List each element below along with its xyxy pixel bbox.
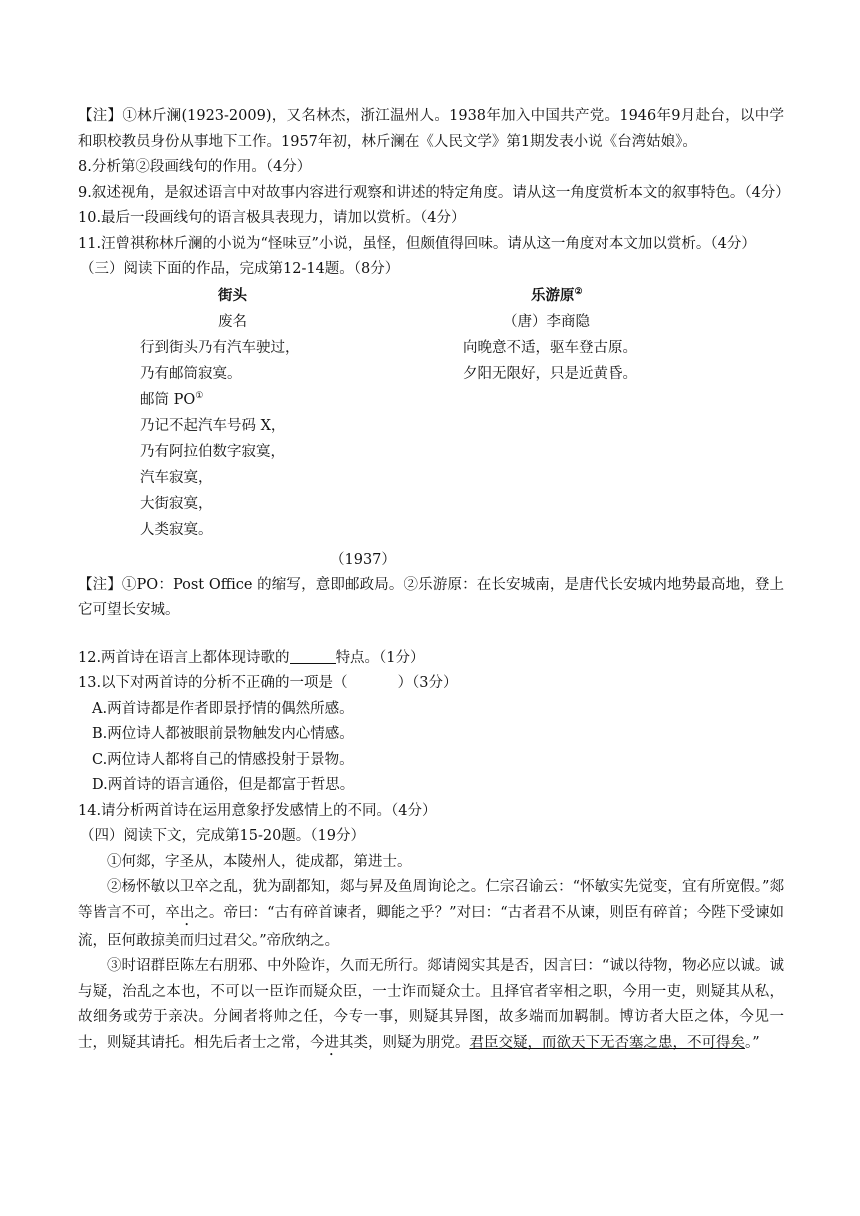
poem-year: （1937） [330, 551, 396, 568]
poem-line-text: 邮筒 PO [140, 391, 196, 408]
option-c: C.两位诗人都将自己的情感投射于景物。 [92, 751, 354, 768]
answer-blank[interactable] [290, 649, 336, 664]
question-12 [78, 646, 784, 672]
poem-line: 向晚意不适，驱车登古原。 [463, 339, 637, 356]
question-11: 11.汪曾祺称林斤澜的小说为“怪味豆”小说，虽怪，但颇值得回味。请从这一角度对本文加以赏析。（4分） [78, 235, 756, 252]
poem-line [140, 387, 440, 413]
poem-leyouyuan [463, 283, 763, 387]
paragraph-text: ③时诏群臣陈左右朋邪、中外险诈，久而无所行。郯请阅实其是否，因言曰：“诚以待物，物必应以诚。诚与疑，治乱之本也，不可以一臣诈而疑众臣，一士诈而疑众士。且择官者宰相之职，今用一吏，则疑其从私，故细务或劳于亲决。分阃者将帅之任，今专一事，则疑其异图，故多端而加羁制。博访者大臣之体，今见一士，则疑其请托。相先后者士之常，今 [78, 958, 784, 1051]
question-12-score: 特点。（1分） [335, 649, 425, 666]
paragraph-text: 其类，则疑为朋党。 [339, 1034, 470, 1051]
option-b: B.两位诗人都被眼前景物触发内心情感。 [92, 726, 354, 742]
poem-line: 乃有阿拉伯数字寂寞， [140, 443, 285, 460]
footnote-mark: ① [195, 390, 204, 401]
author-note: 【注】①林斤澜(1923-2009)，又名林杰，浙江温州人。1938年加入中国共产党。1946年9月赴台，以中学和职校教员身份从事地下工作。1957年初，林斤澜在《人民文学》第1期发表小说《台湾姑娘》。 [78, 108, 784, 150]
question-9: 9.叙述视角，是叙述语言中对故事内容进行观察和讲述的特定角度。请从这一角度赏析本文的叙事特色。（4分） [78, 184, 790, 201]
poem-line: 夕阳无限好，只是近黄昏。 [463, 365, 637, 382]
poem-line: 乃有邮筒寂寞。 [140, 365, 242, 382]
footnote-mark: ② [574, 286, 583, 297]
paragraph-text: 。” [745, 1034, 760, 1051]
question-13-text: 13.以下对两首诗的分析不正确的一项是（ [78, 675, 348, 691]
poem-author: （唐）李商隐 [503, 313, 590, 330]
underlined-sentence: 君臣交疑，而欲天下无否塞之患，不可得矣 [469, 1034, 745, 1051]
spacer [78, 624, 784, 646]
poem-author: 废名 [218, 313, 247, 330]
poems-block [78, 283, 784, 553]
passage-paragraph-1: ①何郯，字圣从，本陵州人，徙成都，第进士。 [107, 853, 412, 870]
paragraph-text: ②杨怀敏以卫卒之乱，犹为副都知，郯与昇及鱼周询论之。仁宗召谕云：“怀敏实先觉变，宜有所宽假。”郯等皆言不可，卒 [78, 879, 784, 921]
poem-notes: 【注】①PO：Post Office 的缩写，意即邮政局。②乐游原：在长安城南，是唐代长安城内地势最高地，登上它可望长安城。 [78, 576, 784, 618]
option-d: D.两首诗的语言通俗，但是都富于哲思。 [92, 777, 355, 793]
poem-jietou [140, 283, 440, 543]
question-10: 10.最后一段画线句的语言极具表现力，请加以赏析。（4分） [78, 210, 466, 226]
paragraph-text: 之。帝曰：“古有碎首谏者，卿能之乎？”对曰：“古者君不从谏，则臣有碎首；今陛下受谏如流，臣何敢掠美而归过君父。”帝欣纳之。 [78, 904, 784, 949]
section-3-heading: （三）阅读下面的作品，完成第12-14题。（8分） [80, 261, 400, 277]
question-8: 8.分析第②段画线句的作用。（4分） [78, 159, 312, 175]
dotted-character: 进 [324, 1034, 339, 1051]
poem-line: 人类寂寞。 [140, 521, 213, 538]
question-12-text: 12.两首诗在语言上都体现诗歌的 [78, 649, 290, 666]
section-4-heading: （四）阅读下文，完成第15-20题。（19分） [80, 828, 365, 844]
poem-line: 汽车寂寞， [140, 469, 213, 486]
poem-title-text: 乐游原 [531, 286, 575, 304]
poem-title: 街头 [218, 286, 247, 304]
poem-line: 行到街头乃有汽车驶过， [140, 339, 300, 356]
exam-page [78, 104, 790, 1059]
question-14: 14.请分析两首诗在运用意象抒发感情上的不同。（4分） [78, 802, 437, 819]
passage-paragraph-3 [78, 954, 784, 1059]
question-13-score: ）（3分） [397, 675, 458, 691]
poem-line: 乃记不起汽车号码 X， [140, 417, 286, 434]
poem-title [463, 283, 763, 309]
dotted-character: 出 [179, 904, 195, 921]
option-a: A.两首诗都是作者即景抒情的偶然所感。 [92, 700, 354, 717]
question-13 [78, 671, 784, 697]
passage-paragraph-2 [78, 875, 784, 954]
poem-line: 大街寂寞， [140, 495, 213, 512]
